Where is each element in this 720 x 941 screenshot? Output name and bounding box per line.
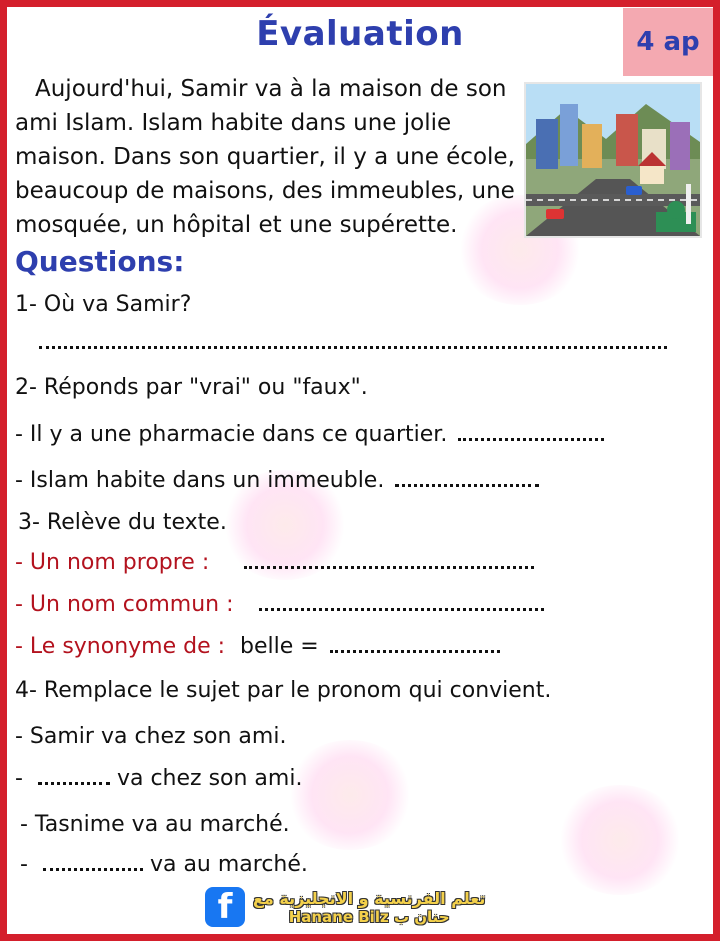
- answer-blank[interactable]: [330, 648, 500, 653]
- level-badge: 4 ap: [623, 8, 713, 76]
- dotted-line: [39, 344, 667, 349]
- true-false-item: [15, 422, 604, 447]
- statement-text: - Il y a une pharmacie dans ce quartier.: [15, 422, 448, 447]
- facebook-icon[interactable]: f: [205, 887, 245, 927]
- question-1: 1- Où va Samir?: [15, 292, 192, 317]
- passage-line: mosquée, un hôpital et une supérette.: [15, 212, 458, 238]
- extract-item: [15, 550, 534, 575]
- sentence-item: - Samir va chez son ami.: [15, 724, 287, 749]
- watermark-logo: [555, 785, 685, 895]
- sentence-item: [20, 852, 308, 877]
- item-label: - Un nom propre :: [15, 550, 210, 575]
- sentence-text: va au marché.: [149, 852, 308, 877]
- question-4: 4- Remplace le sujet par le pronom qui convient.: [15, 678, 552, 703]
- passage-line: beaucoup de maisons, des immeubles, une: [15, 178, 515, 204]
- passage-line: Aujourd'hui, Samir va à la maison de son: [35, 76, 507, 102]
- item-label: - Le synonyme de :: [15, 634, 226, 659]
- footer-arabic-text: تعلم الفرنسية و الانجليزية مع: [253, 888, 486, 908]
- answer-blank[interactable]: [395, 482, 539, 487]
- passage-line: ami Islam. Islam habite dans une jolie: [15, 110, 452, 136]
- sentence-item: [15, 766, 302, 791]
- statement-text: - Islam habite dans un immeuble.: [15, 468, 385, 493]
- dash: -: [15, 766, 23, 791]
- true-false-item: [15, 468, 539, 493]
- questions-heading: Questions:: [15, 245, 185, 278]
- sentence-item: - Tasnime va au marché.: [20, 812, 290, 837]
- extract-item: [15, 592, 544, 617]
- passage-line: maison. Dans son quartier, il y a une école,: [15, 144, 515, 170]
- page-title: Évaluation: [256, 14, 464, 54]
- question-2: 2- Réponds par "vrai" ou "faux".: [15, 375, 368, 400]
- answer-blank[interactable]: [458, 436, 604, 441]
- reading-passage: [15, 72, 515, 242]
- synonym-word: belle =: [240, 634, 319, 659]
- footer-author: Hanane Bilz حنان ب: [288, 907, 450, 926]
- dash: -: [20, 852, 28, 877]
- question-3: 3- Relève du texte.: [18, 510, 227, 535]
- footer-credit: [205, 885, 485, 929]
- item-label: - Un nom commun :: [15, 592, 234, 617]
- city-neighborhood-illustration: [524, 82, 702, 238]
- extract-item: [15, 634, 500, 659]
- answer-blank[interactable]: [259, 606, 544, 611]
- answer-blank[interactable]: [38, 780, 110, 785]
- sentence-text: va chez son ami.: [116, 766, 303, 791]
- answer-blank[interactable]: [35, 330, 667, 355]
- footer-text: [253, 889, 485, 926]
- answer-blank[interactable]: [244, 564, 534, 569]
- watermark-logo: [285, 740, 415, 850]
- answer-blank[interactable]: [43, 866, 143, 871]
